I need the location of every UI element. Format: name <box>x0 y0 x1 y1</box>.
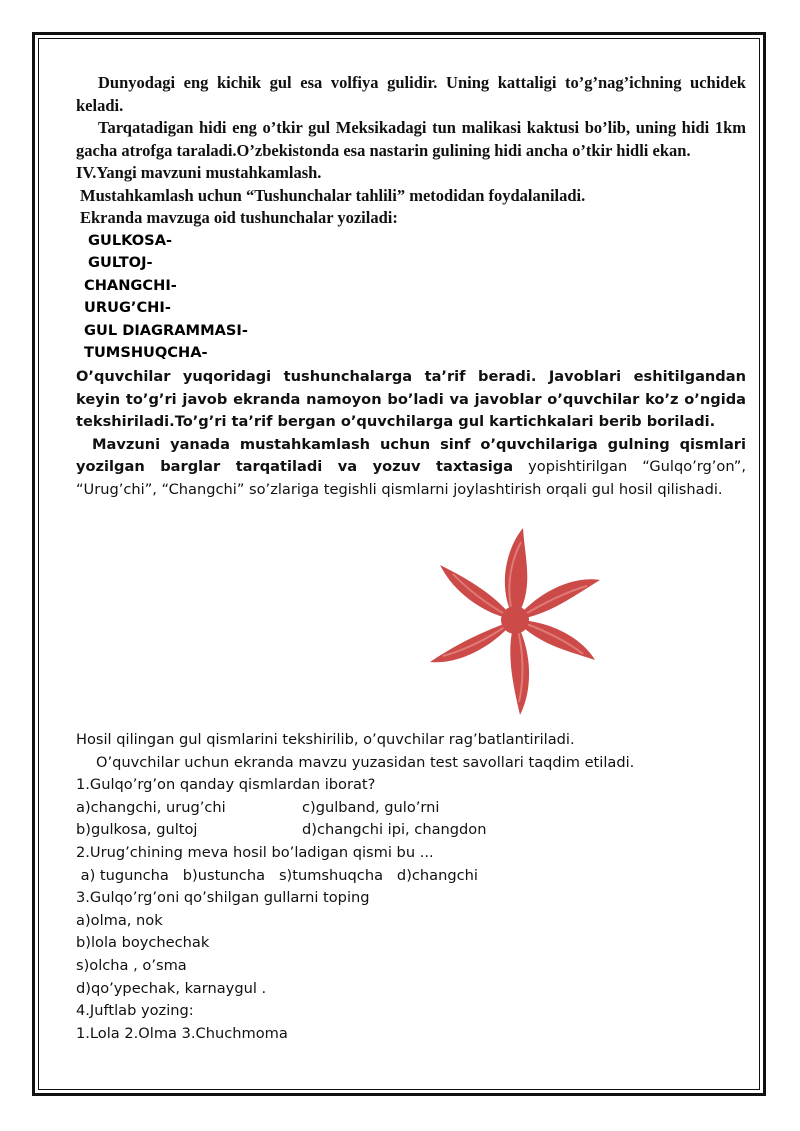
quiz-intro-1: Hosil qilingan gul qismlarini tekshirilib, o’quvchilar rag’batlantiriladi. <box>76 731 575 748</box>
question-1: 1.Gulqo’rg’on qanday qismlardan iborat? <box>76 776 376 794</box>
term-item: CHANGCHI- <box>84 276 177 294</box>
terms-list <box>76 230 746 366</box>
paragraph-reinforcement <box>76 434 746 502</box>
question-1-options-row-2 <box>76 819 746 842</box>
question-4-items: 1.Lola 2.Olma 3.Chuchmoma <box>76 1024 288 1042</box>
quiz-intro-2: O’quvchilar uchun ekranda mavzu yuzasidan test savollari taqdim etiladi. <box>96 753 635 771</box>
term-item: TUMSHUQCHA- <box>84 344 208 362</box>
question-2-options: a) tuguncha b)ustuncha s)tumshuqcha d)changchi <box>76 866 478 884</box>
term-item: GUL DIAGRAMMASI- <box>84 321 248 339</box>
question-3-option-s: s)olcha , o’sma <box>76 956 187 974</box>
question-4: 4.Juftlab yozing: <box>76 1002 194 1020</box>
term-item: GULKOSA- <box>88 231 173 249</box>
question-3-option-b: b)lola boychechak <box>76 934 210 952</box>
question-3: 3.Gulqo’rg’oni qo’shilgan gullarni toping <box>76 889 370 907</box>
question-1-options-row-1 <box>76 797 746 820</box>
document-body <box>76 72 746 502</box>
red-flower-illustration <box>415 525 615 725</box>
paragraph-smallest-flower: Dunyodagi eng kichik gul esa volfiya gulidir. Uning kattaligi to’g’nag’ichning uchidek keladi. <box>76 73 746 115</box>
option-b: b)gulkosa, gultoj <box>76 821 198 839</box>
quiz-section <box>76 729 746 1045</box>
question-3-option-d: d)qo’ypechak, karnaygul . <box>76 979 267 997</box>
term-item: GULTOJ- <box>88 254 153 272</box>
question-2: 2.Urug’chining meva hosil bo’ladigan qismi bu ... <box>76 843 434 861</box>
paragraph-fragrant-flower: Tarqatadigan hidi eng o’tkir gul Meksikadagi tun malikasi kaktusi bo’lib, uning hidi 1km gacha atrofga taraladi.O’zbekistonda esa nastarin gulining hidi ancha o’tkir hidli ekan. <box>76 118 746 160</box>
paragraph-screen-terms: Ekranda mavzuga oid tushunchalar yoziladi: <box>80 208 398 227</box>
paragraph-explanation: O’quvchilar yuqoridagi tushunchalarga ta’rif beradi. Javoblari eshitilgandan keyin to’g’ri javob ekranda namoyon bo’ladi va javoblar o’quvchilar ko’z o’ngida tekshiriladi.To’g’ri ta’rif bergan o’quvchilarga gul kartichkalari berib boriladi. <box>76 368 746 431</box>
paragraph-method: Mustahkamlash uchun “Tushunchalar tahlili” metodidan foydalaniladi. <box>80 185 586 205</box>
option-a: a)changchi, urug’chi <box>76 798 226 816</box>
option-d: d)changchi ipi, changdon <box>302 821 487 839</box>
question-3-option-a: a)olma, nok <box>76 911 163 929</box>
reinforcement-regular-text: yopishtirilgan “Gulqo’rg’on”, “Urug’chi”, “Changchi” so’zlariga tegishli qismlarni joylashtirish orqali gul hosil qilishadi. <box>76 458 746 499</box>
option-c: c)gulband, gulo’rni <box>302 798 440 816</box>
section-heading: IV.Yangi mavzuni mustahkamlash. <box>76 163 322 182</box>
term-item: URUG’CHI- <box>84 299 171 317</box>
reinforcement-bold-text: Mavzuni yanada mustahkamlash uchun sinf o’quvchilariga gulning qismlari yozilgan barglar tarqatiladi va yozuv taxtasiga <box>76 435 746 476</box>
